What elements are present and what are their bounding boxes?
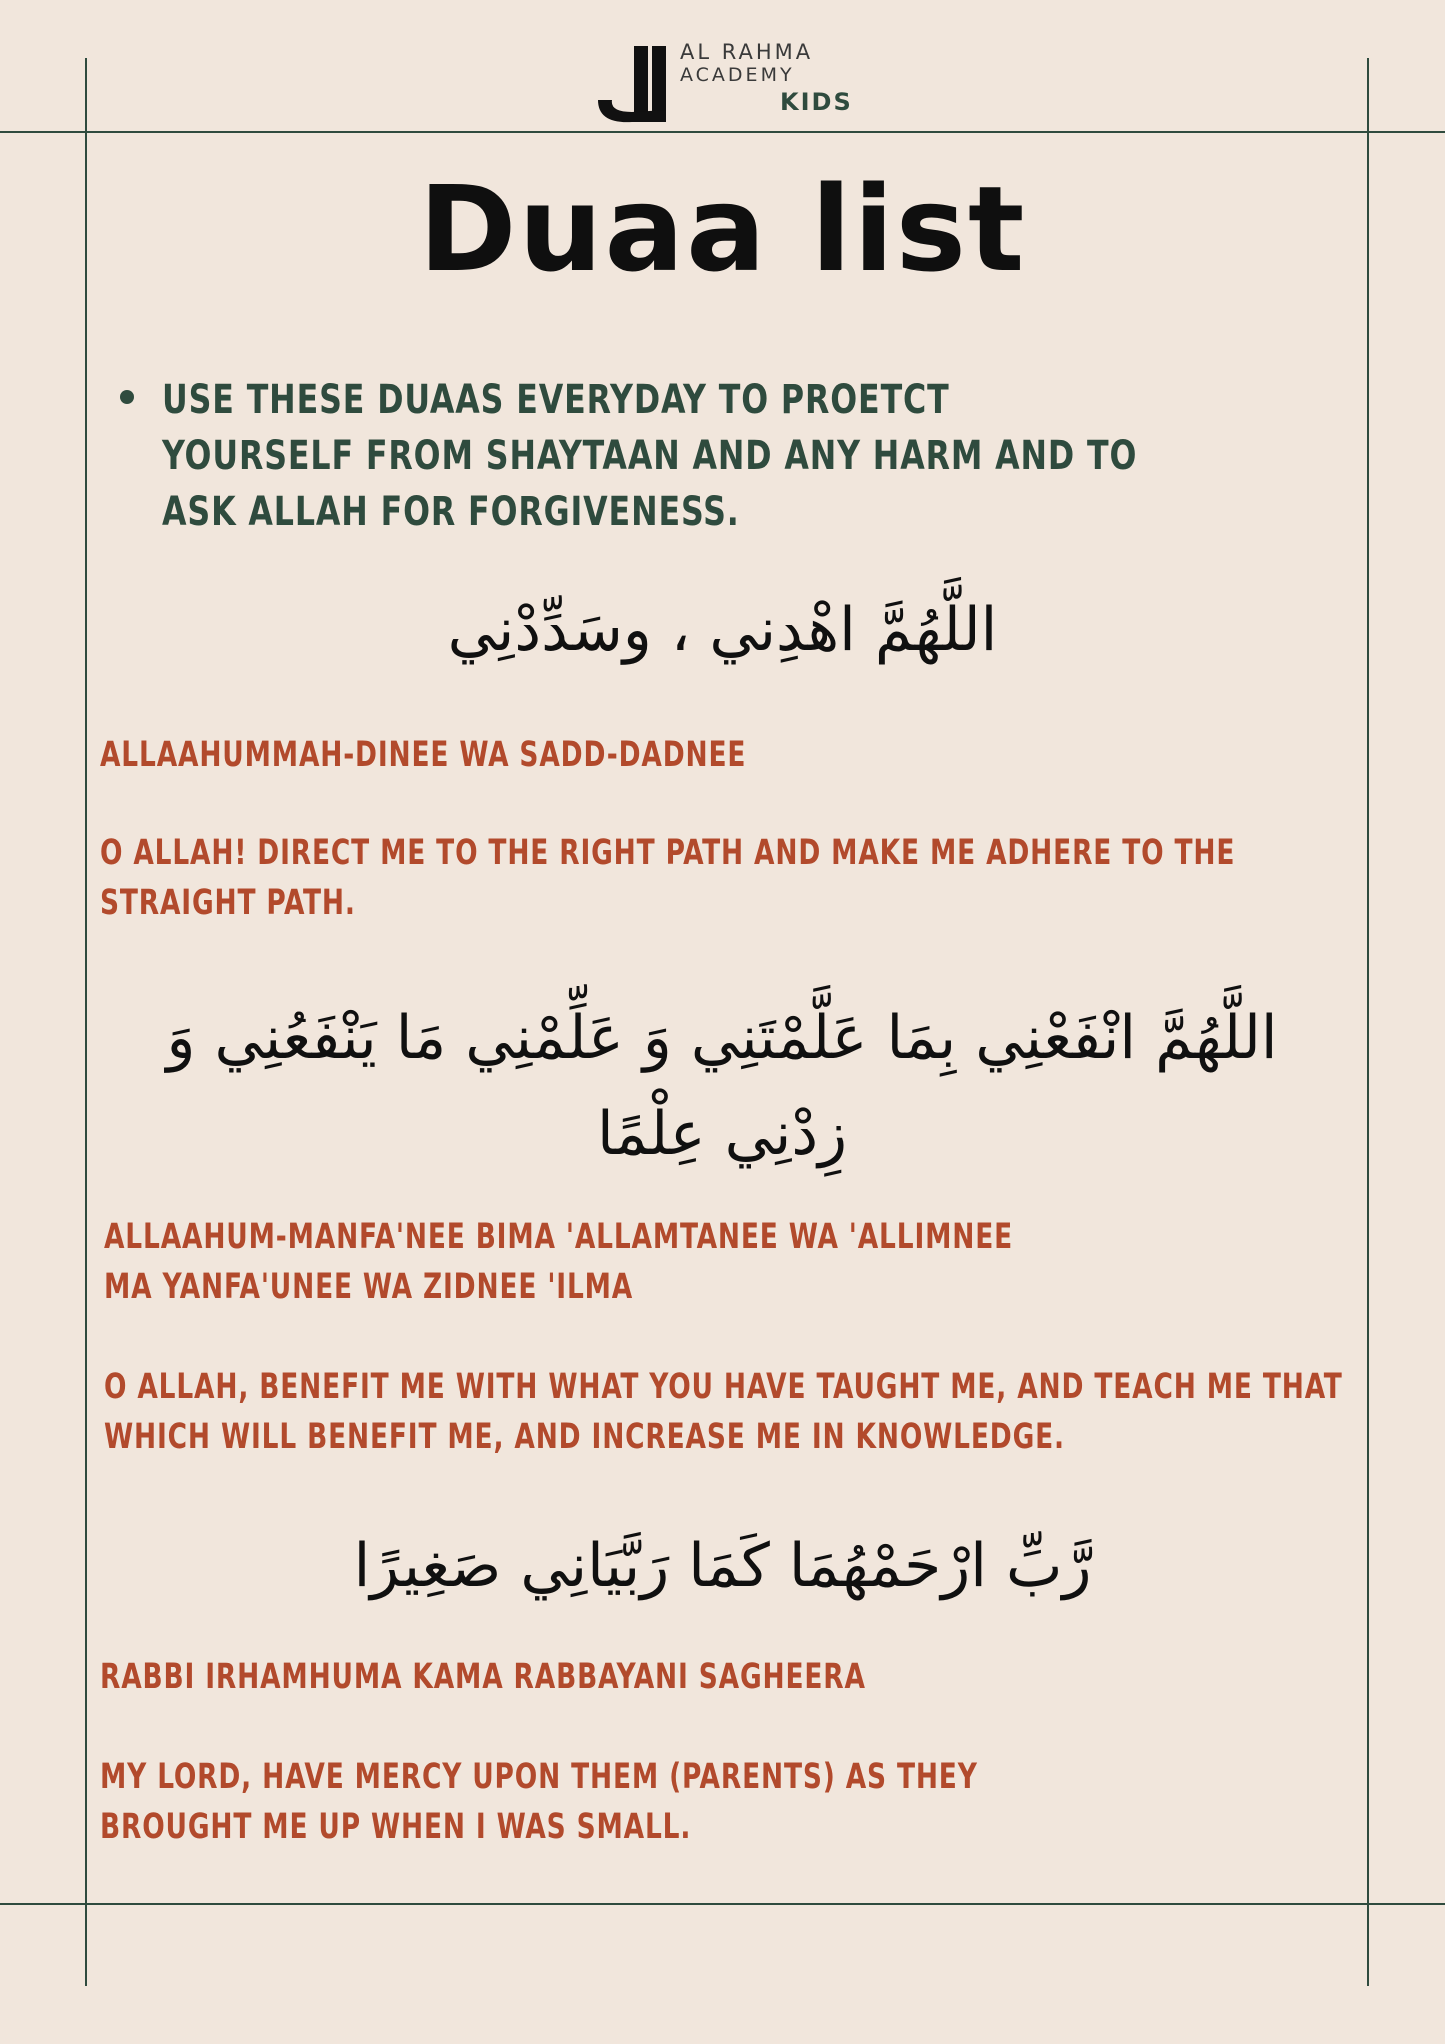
- intro-bullet-item: [120, 372, 1280, 540]
- duaa-1-arabic: اللَّهُمَّ اهْدِني ، وسَدِّدْنِي: [447, 595, 998, 665]
- duaa-2-transliteration: ALLAAHUM-MANFA'NEE BIMA 'ALLAMTANEE WA 'ALLIMNEE MA YANFA'UNEE WA ZIDNEE 'ILMA: [104, 1217, 1014, 1307]
- frame-right-line: [1367, 58, 1369, 1986]
- page-title: Duaa list: [418, 160, 1027, 298]
- intro-text: USE THESE DUAAS EVERYDAY TO PROETCT YOURSELF FROM SHAYTAAN AND ANY HARM AND TO ASK ALLAH FOR FORGIVENESS.: [162, 377, 1138, 535]
- academy-logo: [592, 40, 862, 126]
- frame-top-line: [0, 131, 1445, 133]
- logo-mark-icon: [592, 40, 682, 126]
- duaa-2-translation: O ALLAH, BENEFIT ME WITH WHAT YOU HAVE TAUGHT ME, AND TEACH ME THAT WHICH WILL BENEFIT ME, AND INCREASE ME IN KNOWLEDGE.: [104, 1367, 1343, 1457]
- duaa-3-translation: MY LORD, HAVE MERCY UPON THEM (PARENTS) AS THEY BROUGHT ME UP WHEN I WAS SMALL.: [100, 1757, 978, 1847]
- duaa-3-transliteration: RABBI IRHAMHUMA KAMA RABBAYANI SAGHEERA: [100, 1657, 866, 1697]
- duaa-1-transliteration: ALLAAHUMMAH-DINEE WA SADD-DADNEE: [100, 735, 747, 775]
- logo-line-2: ACADEMY: [680, 64, 795, 86]
- frame-left-line: [85, 58, 87, 1986]
- duaa-1-translation: O ALLAH! DIRECT ME TO THE RIGHT PATH AND MAKE ME ADHERE TO THE STRAIGHT PATH.: [100, 833, 1236, 923]
- logo-text: [680, 40, 813, 86]
- bullet-icon: [120, 390, 134, 404]
- duaa-3-arabic: رَّبِّ ارْحَمْهُمَا كَمَا رَبَّيَانِي صَغِيرًا: [353, 1531, 1092, 1601]
- duaa-2-arabic: اللَّهُمَّ انْفَعْنِي بِمَا عَلَّمْتَنِي وَ عَلِّمْنِي مَا يَنْفَعُنِي وَ زِدْنِي عِلْمًا: [166, 1003, 1278, 1169]
- logo-line-1: AL RAHMA: [680, 40, 814, 64]
- frame-bottom-line: [0, 1903, 1445, 1905]
- logo-kids: KIDS: [780, 88, 853, 116]
